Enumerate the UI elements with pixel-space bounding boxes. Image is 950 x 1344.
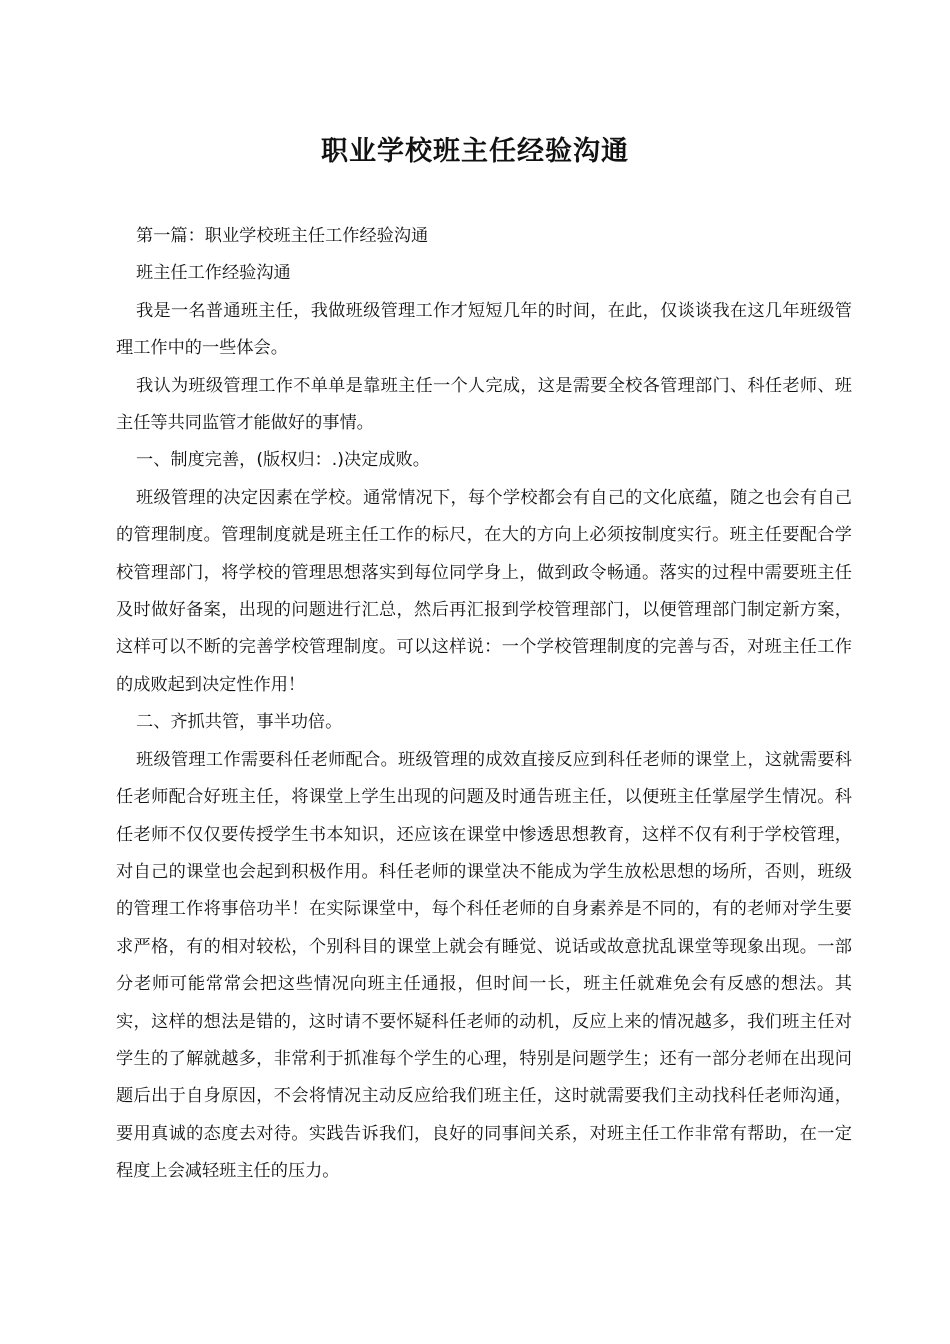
section-heading-one: 一、制度完善，(版权归：.)决定成败。 (136, 450, 430, 471)
section-heading-two: 二、齐抓共管，事半功倍。 (136, 712, 343, 733)
paragraph-intro: 我是一名普通班主任，我做班级管理工作才短短几年的时间，在此，仅谈谈我在这几年班级管理工作中的一些体会。 (116, 300, 852, 359)
section-heading-part-one: 第一篇：职业学校班主任工作经验沟通 (136, 226, 429, 246)
paragraph-cooperation: 班级管理工作需要科任老师配合。班级管理的成效直接反应到科任老师的课堂上，这就需要科任老师配合好班主任，将课堂上学生出现的问题及时通告班主任，以便班主任掌屋学生情况。科任老师不仅仅要传授学生书本知识，还应该在课堂中惨透思想教育，这样不仅有利于学校管理，对自己的课堂也会起到积极作用。科任老师的课堂决不能成为学生放松思想的场所，否则，班级的管理工作将事倍功半！在实际课堂中，每个科任老师的自身素养是不同的，有的老师对学生要求严格，有的相对较松，个别科目的课堂上就会有睡觉、说话或故意扰乱课堂等现象出现。一部分老师可能常常会把这些情况向班主任通报，但时间一长，班主任就难免会有反感的想法。其实，这样的想法是错的，这时请不要怀疑科任老师的动机，反应上来的情况越多，我们班主任对学生的了解就越多，非常利于抓准每个学生的心理，特别是问题学生；还有一部分老师在出现问题后出于自身原因，不会将情况主动反应给我们班主任，这时就需要我们主动找科任老师沟通，要用真诚的态度去对待。实践告诉我们，良好的同事间关系，对班主任工作非常有帮助，在一定程度上会减轻班主任的压力。 (116, 749, 852, 1182)
sub-heading: 班主任工作经验沟通 (136, 263, 291, 284)
paragraph-view: 我认为班级管理工作不单单是靠班主任一个人完成，这是需要全校各管理部门、科任老师、班主任等共同监管才能做好的事情。 (116, 375, 852, 434)
document-body (116, 218, 852, 1191)
paragraph-system: 班级管理的决定因素在学校。通常情况下，每个学校都会有自己的文化底蕴，随之也会有自己的管理制度。管理制度就是班主任工作的标尺，在大的方向上必须按制度实行。班主任要配合学校管理部门，将学校的管理思想落实到每位同学身上，做到政令畅通。落实的过程中需要班主任及时做好备案，出现的问题进行汇总，然后再汇报到学校管理部门，以便管理部门制定新方案，这样可以不断的完善学校管理制度。可以这样说：一个学校管理制度的完善与否，对班主任工作的成败起到决定性作用！ (116, 487, 852, 695)
document-title: 职业学校班主任经验沟通 (321, 136, 629, 167)
